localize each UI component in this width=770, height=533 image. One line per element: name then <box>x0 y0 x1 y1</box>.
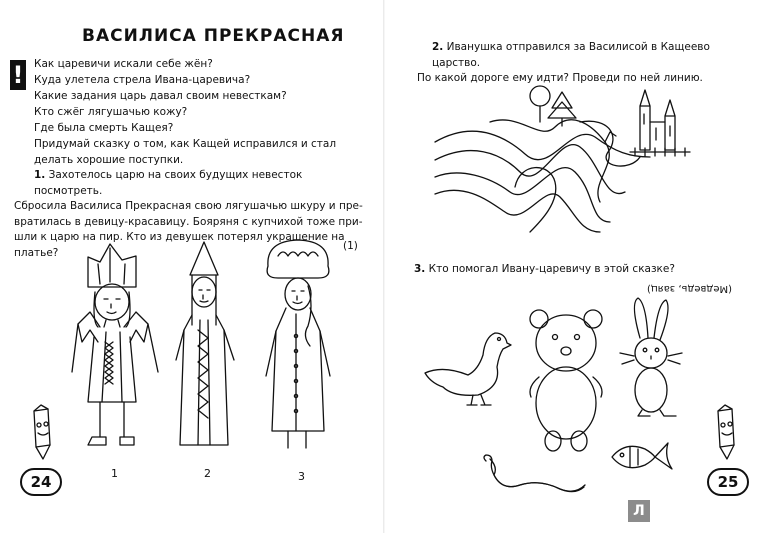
exclamation-icon: ! <box>10 60 26 90</box>
hare-illustration <box>620 298 690 423</box>
question-item: Кто сжёг лягушачью кожу? <box>34 106 188 118</box>
task-text-line: Захотелось царю на своих будущих невесток посмотреть. <box>34 169 303 197</box>
task-2 <box>414 40 754 87</box>
task-text-line: шли к царю на пир. Кто из девушек потерял украшение на <box>14 231 345 243</box>
right-page <box>385 0 770 533</box>
page-number-25: 25 <box>707 468 749 496</box>
task-text: Кто помогал Ивану-царевичу в этой сказке? <box>428 263 675 275</box>
bear-illustration <box>525 305 610 455</box>
girl-1-illustration <box>70 232 165 462</box>
task-number: 1. <box>34 169 46 181</box>
girl-3-illustration <box>258 236 343 461</box>
task-text-line: платье? <box>14 246 59 259</box>
task-text-line: вратилась в девицу-красавицу. Бояряня с купчихой тоже при- <box>14 215 363 228</box>
pencil-mascot-icon <box>28 405 56 460</box>
figure-label: 3 <box>298 470 305 483</box>
question-item: Где была смерть Кащея? <box>34 122 174 134</box>
task-3 <box>414 262 675 278</box>
pencil-mascot-icon <box>712 405 740 460</box>
question-item: Какие задания царь давал своим невесткам? <box>34 90 287 102</box>
task-text-line: По какой дороге ему идти? Проведи по ней линию. <box>417 72 703 84</box>
task-number: 2. <box>432 41 444 53</box>
fish-illustration <box>610 435 675 475</box>
girl-2-illustration <box>170 240 240 460</box>
figure-label: 1 <box>111 467 118 480</box>
question-item: делать хорошие поступки. <box>34 154 184 166</box>
page-title: ВАСИЛИСА ПРЕКРАСНАЯ <box>82 26 345 46</box>
question-item: Придумай сказку о том, как Кащей исправился и стал <box>34 138 337 150</box>
figure-label: 2 <box>204 467 211 480</box>
maze-illustration <box>430 82 700 242</box>
duck-illustration <box>423 325 513 410</box>
watermark-logo: Л <box>628 500 650 522</box>
task-3-answer: (Медведь, заяц) <box>647 283 732 294</box>
snake-illustration <box>480 455 590 500</box>
question-item: Как царевичи искали себе жён? <box>34 58 213 70</box>
task-number: 3. <box>414 263 426 275</box>
task-text-line: Иванушка отправился за Василисой в Кащеево царство. <box>432 41 710 69</box>
task-text-line: Сбросила Василиса Прекрасная свою лягушачью шкуру и пре- <box>14 200 363 212</box>
page-number-24: 24 <box>20 468 62 496</box>
task-1-answer: (1) <box>343 240 358 252</box>
question-item: Куда улетела стрела Ивана-царевича? <box>34 74 251 86</box>
question-list <box>34 56 364 168</box>
